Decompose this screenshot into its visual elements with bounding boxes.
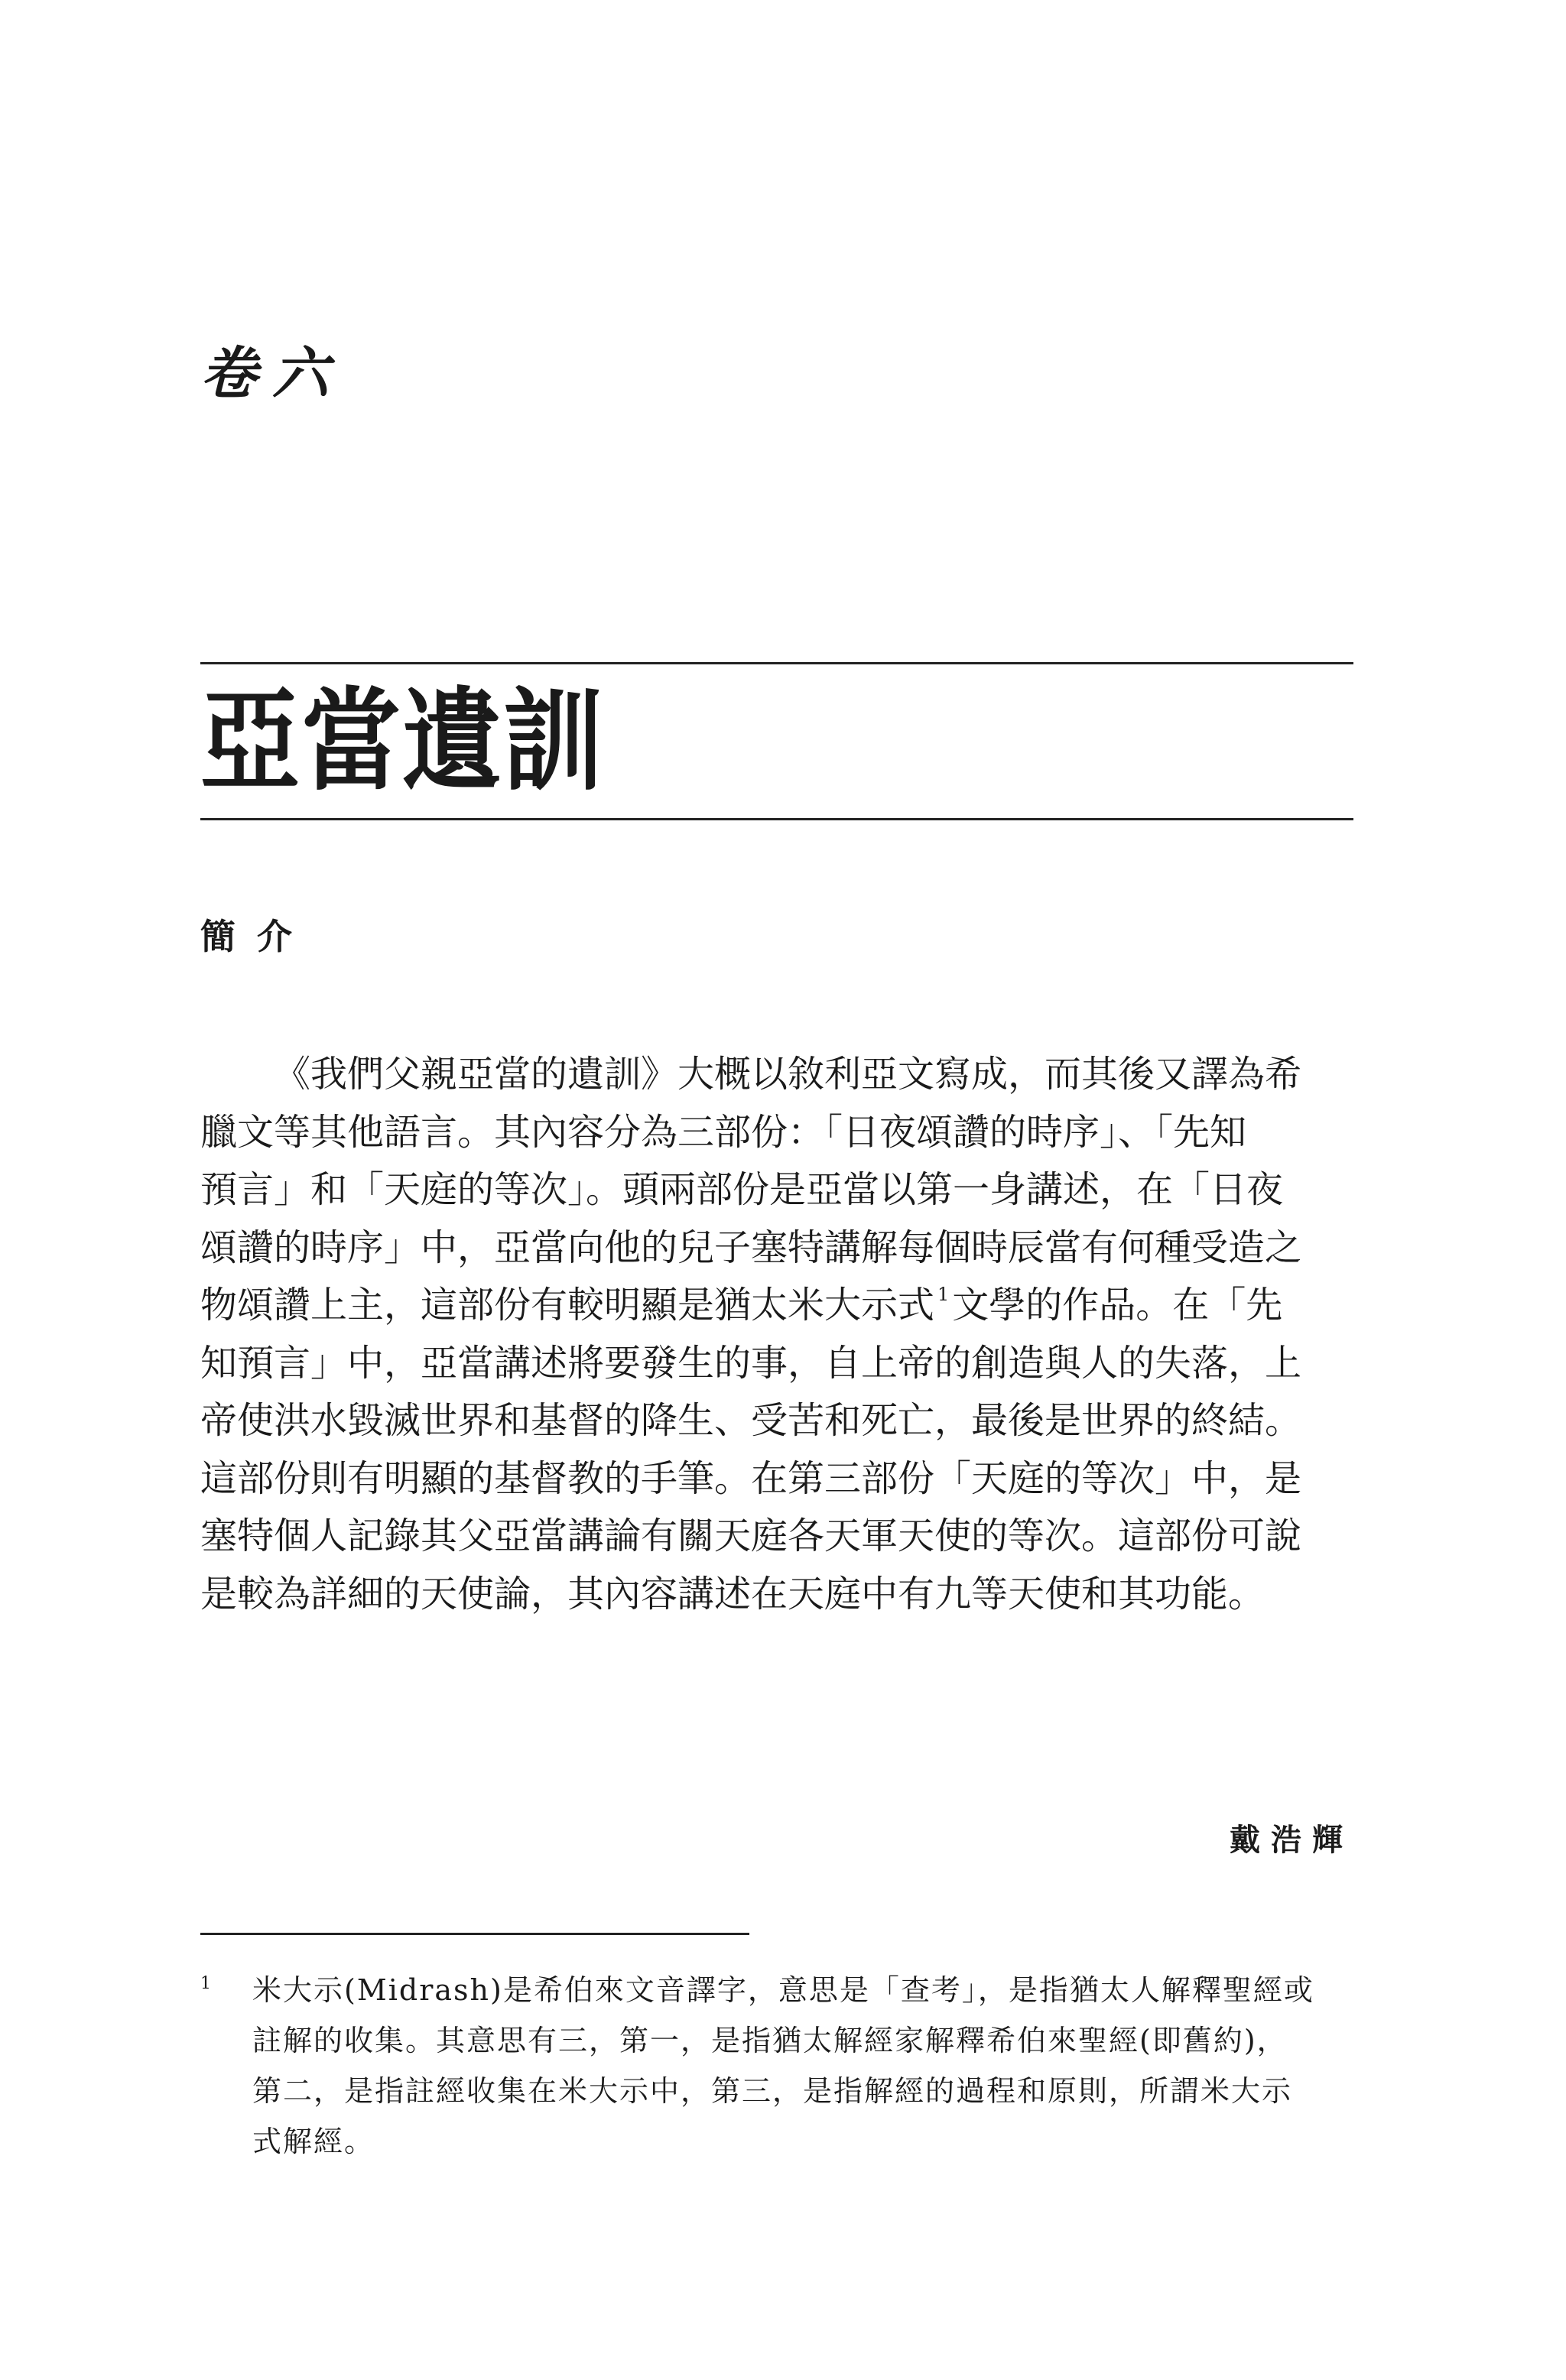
body-line-with-footnote (200, 1277, 1355, 1335)
title-bottom-rule (200, 818, 1353, 820)
body-paragraph (200, 1046, 1355, 1623)
footnote-line: 米大示(Midrash)是希伯來文音譯字，意思是「查考」，是指猶太人解釋聖經或 (252, 1973, 1314, 2007)
footnote-separator (200, 1933, 749, 1935)
volume-label: 卷六 (200, 341, 344, 407)
page-title: 亞當遺訓 (200, 676, 605, 807)
body-line: 這部份則有明顯的基督教的手筆。在第三部份「天庭的等次」中，是 (200, 1456, 1302, 1500)
footnote-mark: 1 (200, 1974, 213, 1993)
author-name: 戴浩輝 (1230, 1823, 1353, 1858)
footnote-line: 式解經。 (252, 2125, 375, 2158)
body-line: 是較為詳細的天使論，其內容講述在天庭中有九等天使和其功能。 (200, 1572, 1265, 1615)
title-top-rule (200, 662, 1353, 664)
footnote-body (200, 1965, 1355, 2167)
footnote (200, 1965, 1355, 2167)
body-line-part: 文學的作品。在「先 (952, 1284, 1283, 1326)
body-line: 頌讚的時序」中，亞當向他的兒子塞特講解每個時辰當有何種受造之 (200, 1226, 1302, 1269)
footnote-line: 第二，是指註經收集在米大示中，第三，是指解經的過程和原則，所謂米大示 (252, 2074, 1293, 2108)
body-line: 預言」和「天庭的等次」。頭兩部份是亞當以第一身講述，在「日夜 (200, 1168, 1284, 1211)
body-line: 帝使洪水毀滅世界和基督的降生、受苦和死亡，最後是世界的終結。 (200, 1399, 1302, 1442)
footnote-reference[interactable]: 1 (937, 1284, 950, 1305)
body-line: 塞特個人記錄其父亞當講論有關天庭各天軍天使的等次。這部份可說 (200, 1515, 1302, 1557)
footnote-line: 註解的收集。其意思有三，第一，是指猶太解經家解釋希伯來聖經(即舊約)， (252, 2024, 1288, 2057)
section-heading: 簡介 (200, 916, 314, 957)
body-line: 臘文等其他語言。其內容分為三部份：「日夜頌讚的時序」、「先知 (200, 1110, 1247, 1154)
body-line-part: 物頌讚上主，這部份有較明顯是猶太米大示式 (200, 1284, 935, 1326)
body-line: 《我們父親亞當的遺訓》大概以敘利亞文寫成，而其後又譯為希 (274, 1053, 1302, 1096)
body-line: 知預言」中，亞當講述將要發生的事，自上帝的創造與人的失落，上 (200, 1341, 1302, 1385)
